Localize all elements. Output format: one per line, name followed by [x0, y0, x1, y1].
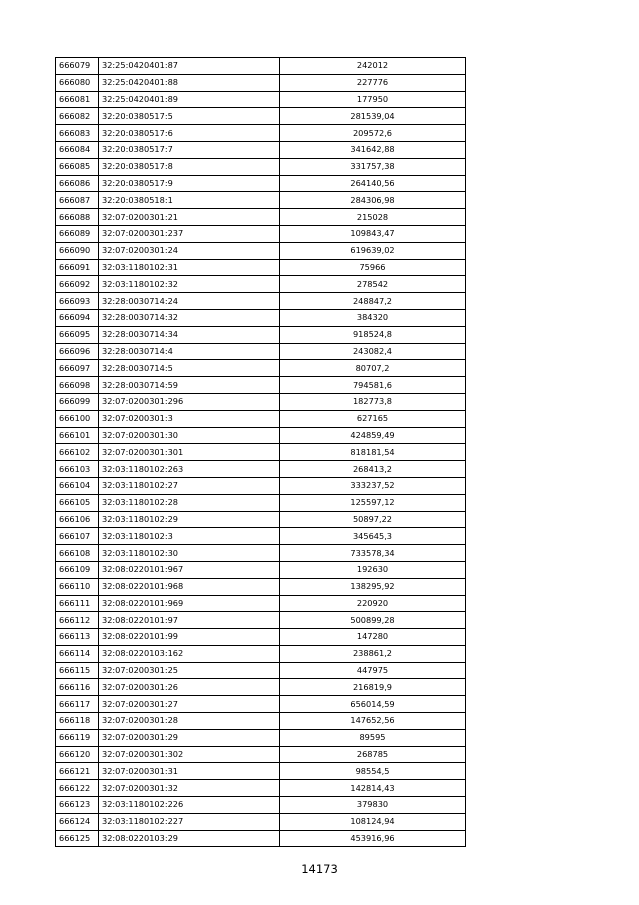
cadastral-number-cell: 32:03:1180102:29 [99, 511, 280, 528]
table-row [56, 58, 466, 75]
row-id-cell: 666085 [56, 158, 99, 175]
table-row [56, 225, 466, 242]
table-row [56, 511, 466, 528]
cadastral-number-cell: 32:25:0420401:87 [99, 58, 280, 75]
page-number: 14173 [301, 862, 338, 876]
cadastral-number-cell: 32:28:0030714:24 [99, 293, 280, 310]
table-row [56, 158, 466, 175]
value-cell: 50897,22 [280, 511, 466, 528]
table-row [56, 259, 466, 276]
table-row [56, 242, 466, 259]
table-row [56, 192, 466, 209]
value-cell: 177950 [280, 91, 466, 108]
table-row [56, 477, 466, 494]
cadastral-number-cell: 32:08:0220101:967 [99, 561, 280, 578]
cadastral-number-cell: 32:07:0200301:296 [99, 393, 280, 410]
row-id-cell: 666120 [56, 746, 99, 763]
table-row [56, 797, 466, 814]
cadastral-number-cell: 32:25:0420401:88 [99, 74, 280, 91]
row-id-cell: 666123 [56, 797, 99, 814]
row-id-cell: 666100 [56, 410, 99, 427]
cadastral-number-cell: 32:20:0380517:5 [99, 108, 280, 125]
row-id-cell: 666122 [56, 780, 99, 797]
row-id-cell: 666091 [56, 259, 99, 276]
table-row [56, 780, 466, 797]
cadastral-number-cell: 32:03:1180102:31 [99, 259, 280, 276]
value-cell: 248847,2 [280, 293, 466, 310]
value-cell: 918524,8 [280, 326, 466, 343]
value-cell: 142814,43 [280, 780, 466, 797]
table-body [56, 58, 466, 847]
value-cell: 242012 [280, 58, 466, 75]
row-id-cell: 666103 [56, 461, 99, 478]
value-cell: 627165 [280, 410, 466, 427]
row-id-cell: 666095 [56, 326, 99, 343]
table-row [56, 175, 466, 192]
value-cell: 818181,54 [280, 444, 466, 461]
value-cell: 215028 [280, 209, 466, 226]
row-id-cell: 666082 [56, 108, 99, 125]
cadastral-number-cell: 32:25:0420401:89 [99, 91, 280, 108]
value-cell: 284306,98 [280, 192, 466, 209]
table-row [56, 410, 466, 427]
table-row [56, 679, 466, 696]
cadastral-number-cell: 32:08:0220103:162 [99, 645, 280, 662]
value-cell: 209572,6 [280, 125, 466, 142]
row-id-cell: 666111 [56, 595, 99, 612]
value-cell: 125597,12 [280, 494, 466, 511]
value-cell: 243082,4 [280, 343, 466, 360]
cadastral-number-cell: 32:03:1180102:226 [99, 797, 280, 814]
row-id-cell: 666081 [56, 91, 99, 108]
cadastral-number-cell: 32:08:0220101:97 [99, 612, 280, 629]
cadastral-number-cell: 32:07:0200301:25 [99, 662, 280, 679]
table-row [56, 343, 466, 360]
cadastral-number-cell: 32:07:0200301:237 [99, 225, 280, 242]
table-row [56, 595, 466, 612]
row-id-cell: 666099 [56, 393, 99, 410]
value-cell: 345645,3 [280, 528, 466, 545]
value-cell: 216819,9 [280, 679, 466, 696]
cadastral-number-cell: 32:07:0200301:301 [99, 444, 280, 461]
row-id-cell: 666079 [56, 58, 99, 75]
value-cell: 619639,02 [280, 242, 466, 259]
table-row [56, 662, 466, 679]
value-cell: 500899,28 [280, 612, 466, 629]
row-id-cell: 666101 [56, 427, 99, 444]
table-row [56, 125, 466, 142]
value-cell: 147280 [280, 629, 466, 646]
table-row [56, 645, 466, 662]
row-id-cell: 666114 [56, 645, 99, 662]
cadastral-number-cell: 32:07:0200301:29 [99, 729, 280, 746]
cadastral-number-cell: 32:03:1180102:3 [99, 528, 280, 545]
value-cell: 147652,56 [280, 713, 466, 730]
value-cell: 268785 [280, 746, 466, 763]
row-id-cell: 666087 [56, 192, 99, 209]
table-row [56, 696, 466, 713]
cadastral-number-cell: 32:20:0380518:1 [99, 192, 280, 209]
value-cell: 192630 [280, 561, 466, 578]
row-id-cell: 666094 [56, 309, 99, 326]
table-row [56, 528, 466, 545]
row-id-cell: 666110 [56, 578, 99, 595]
cadastral-number-cell: 32:20:0380517:7 [99, 141, 280, 158]
value-cell: 794581,6 [280, 377, 466, 394]
value-cell: 379830 [280, 797, 466, 814]
row-id-cell: 666113 [56, 629, 99, 646]
cadastral-number-cell: 32:08:0220101:968 [99, 578, 280, 595]
cadastral-number-cell: 32:07:0200301:3 [99, 410, 280, 427]
table-row [56, 377, 466, 394]
row-id-cell: 666116 [56, 679, 99, 696]
row-id-cell: 666108 [56, 545, 99, 562]
value-cell: 656014,59 [280, 696, 466, 713]
table-row [56, 813, 466, 830]
cadastral-number-cell: 32:07:0200301:21 [99, 209, 280, 226]
value-cell: 447975 [280, 662, 466, 679]
row-id-cell: 666096 [56, 343, 99, 360]
table-row [56, 444, 466, 461]
value-cell: 281539,04 [280, 108, 466, 125]
value-cell: 98554,5 [280, 763, 466, 780]
row-id-cell: 666093 [56, 293, 99, 310]
cadastral-number-cell: 32:28:0030714:32 [99, 309, 280, 326]
table-row [56, 91, 466, 108]
cadastral-number-cell: 32:03:1180102:30 [99, 545, 280, 562]
cadastral-number-cell: 32:28:0030714:4 [99, 343, 280, 360]
cadastral-number-cell: 32:03:1180102:27 [99, 477, 280, 494]
row-id-cell: 666090 [56, 242, 99, 259]
table-row [56, 763, 466, 780]
cadastral-number-cell: 32:20:0380517:6 [99, 125, 280, 142]
table-row [56, 276, 466, 293]
value-cell: 80707,2 [280, 360, 466, 377]
row-id-cell: 666109 [56, 561, 99, 578]
row-id-cell: 666092 [56, 276, 99, 293]
cadastral-number-cell: 32:03:1180102:227 [99, 813, 280, 830]
cadastral-number-cell: 32:03:1180102:263 [99, 461, 280, 478]
cadastral-number-cell: 32:07:0200301:26 [99, 679, 280, 696]
row-id-cell: 666084 [56, 141, 99, 158]
value-cell: 333237,52 [280, 477, 466, 494]
row-id-cell: 666102 [56, 444, 99, 461]
row-id-cell: 666097 [56, 360, 99, 377]
row-id-cell: 666080 [56, 74, 99, 91]
row-id-cell: 666089 [56, 225, 99, 242]
row-id-cell: 666112 [56, 612, 99, 629]
cadastral-number-cell: 32:07:0200301:30 [99, 427, 280, 444]
cadastral-number-cell: 32:08:0220101:99 [99, 629, 280, 646]
table-row [56, 393, 466, 410]
table-row [56, 561, 466, 578]
table-row [56, 326, 466, 343]
row-id-cell: 666088 [56, 209, 99, 226]
row-id-cell: 666106 [56, 511, 99, 528]
row-id-cell: 666115 [56, 662, 99, 679]
value-cell: 227776 [280, 74, 466, 91]
table-row [56, 629, 466, 646]
value-cell: 384320 [280, 309, 466, 326]
value-cell: 264140,56 [280, 175, 466, 192]
table-row [56, 209, 466, 226]
cadastral-number-cell: 32:28:0030714:5 [99, 360, 280, 377]
cadastral-number-cell: 32:07:0200301:31 [99, 763, 280, 780]
cadastral-number-cell: 32:20:0380517:9 [99, 175, 280, 192]
table-row [56, 545, 466, 562]
value-cell: 268413,2 [280, 461, 466, 478]
cadastral-number-cell: 32:03:1180102:32 [99, 276, 280, 293]
cadastral-number-cell: 32:07:0200301:27 [99, 696, 280, 713]
table-row [56, 293, 466, 310]
value-cell: 424859,49 [280, 427, 466, 444]
table-row [56, 746, 466, 763]
row-id-cell: 666119 [56, 729, 99, 746]
value-cell: 341642,88 [280, 141, 466, 158]
row-id-cell: 666125 [56, 830, 99, 847]
value-cell: 278542 [280, 276, 466, 293]
cadastral-number-cell: 32:28:0030714:59 [99, 377, 280, 394]
cadastral-number-cell: 32:08:0220101:969 [99, 595, 280, 612]
row-id-cell: 666124 [56, 813, 99, 830]
table-row [56, 141, 466, 158]
table-row [56, 494, 466, 511]
cadastral-number-cell: 32:28:0030714:34 [99, 326, 280, 343]
value-cell: 109843,47 [280, 225, 466, 242]
value-cell: 108124,94 [280, 813, 466, 830]
cadastral-number-cell: 32:20:0380517:8 [99, 158, 280, 175]
data-table [55, 57, 466, 847]
row-id-cell: 666121 [56, 763, 99, 780]
value-cell: 220920 [280, 595, 466, 612]
cadastral-number-cell: 32:03:1180102:28 [99, 494, 280, 511]
value-cell: 89595 [280, 729, 466, 746]
row-id-cell: 666107 [56, 528, 99, 545]
table-row [56, 713, 466, 730]
cadastral-number-cell: 32:07:0200301:28 [99, 713, 280, 730]
row-id-cell: 666104 [56, 477, 99, 494]
table-row [56, 729, 466, 746]
value-cell: 138295,92 [280, 578, 466, 595]
row-id-cell: 666117 [56, 696, 99, 713]
row-id-cell: 666086 [56, 175, 99, 192]
value-cell: 238861,2 [280, 645, 466, 662]
value-cell: 75966 [280, 259, 466, 276]
table-row [56, 427, 466, 444]
cadastral-number-cell: 32:08:0220103:29 [99, 830, 280, 847]
table-row [56, 74, 466, 91]
value-cell: 733578,34 [280, 545, 466, 562]
cadastral-number-cell: 32:07:0200301:32 [99, 780, 280, 797]
cadastral-number-cell: 32:07:0200301:24 [99, 242, 280, 259]
row-id-cell: 666105 [56, 494, 99, 511]
row-id-cell: 666083 [56, 125, 99, 142]
row-id-cell: 666098 [56, 377, 99, 394]
cadastral-number-cell: 32:07:0200301:302 [99, 746, 280, 763]
table-row [56, 309, 466, 326]
table-row [56, 360, 466, 377]
value-cell: 182773,8 [280, 393, 466, 410]
table-row [56, 612, 466, 629]
value-cell: 331757,38 [280, 158, 466, 175]
table-row [56, 830, 466, 847]
table-row [56, 578, 466, 595]
table-row [56, 108, 466, 125]
value-cell: 453916,96 [280, 830, 466, 847]
row-id-cell: 666118 [56, 713, 99, 730]
table-row [56, 461, 466, 478]
